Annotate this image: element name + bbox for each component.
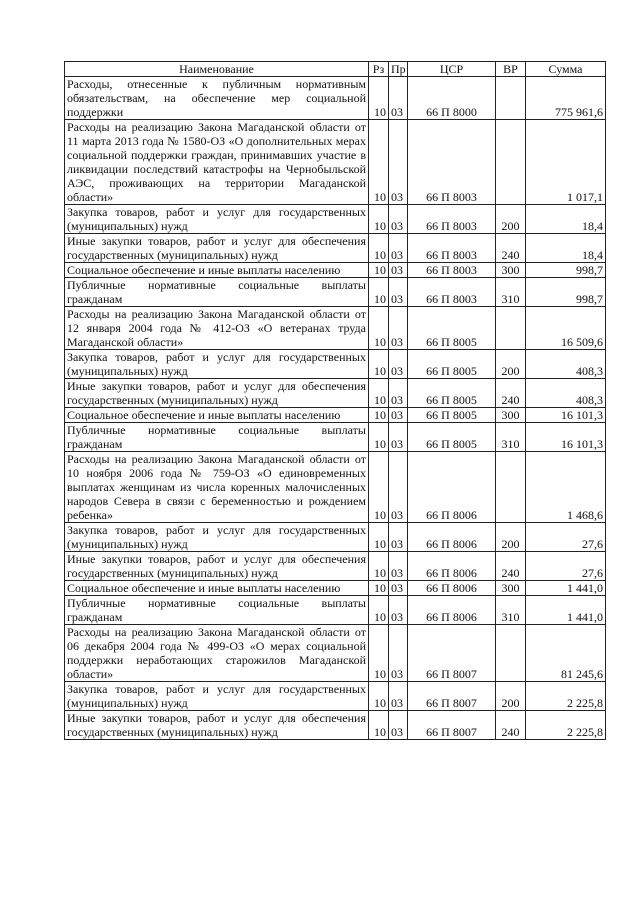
row-csr: 66 П 8007 bbox=[408, 711, 496, 740]
row-pr: 03 bbox=[389, 523, 408, 552]
row-name: Закупка товаров, работ и услуг для государственных (муниципальных) нужд bbox=[65, 523, 369, 552]
row-csr: 66 П 8005 bbox=[408, 408, 496, 423]
row-csr: 66 П 8003 bbox=[408, 205, 496, 234]
row-rz: 10 bbox=[369, 77, 389, 120]
header-pr: Пр bbox=[389, 62, 408, 77]
row-pr: 03 bbox=[389, 350, 408, 379]
row-csr: 66 П 8005 bbox=[408, 423, 496, 452]
row-name: Иные закупки товаров, работ и услуг для обеспечения государственных (муниципальных) нужд bbox=[65, 234, 369, 263]
row-name: Расходы, отнесенные к публичным нормативным обязательствам, на обеспечение мер социальной поддержки bbox=[65, 77, 369, 120]
row-vr bbox=[496, 625, 526, 682]
header-sum: Сумма bbox=[526, 62, 606, 77]
row-rz: 10 bbox=[369, 278, 389, 307]
row-rz: 10 bbox=[369, 307, 389, 350]
row-vr: 300 bbox=[496, 408, 526, 423]
row-pr: 03 bbox=[389, 263, 408, 278]
row-csr: 66 П 8005 bbox=[408, 379, 496, 408]
row-rz: 10 bbox=[369, 350, 389, 379]
row-csr: 66 П 8003 bbox=[408, 234, 496, 263]
header-vr: ВР bbox=[496, 62, 526, 77]
row-rz: 10 bbox=[369, 120, 389, 205]
row-vr: 200 bbox=[496, 523, 526, 552]
row-sum: 1 468,6 bbox=[526, 452, 606, 523]
row-name: Закупка товаров, работ и услуг для государственных (муниципальных) нужд bbox=[65, 682, 369, 711]
row-pr: 03 bbox=[389, 379, 408, 408]
row-csr: 66 П 8003 bbox=[408, 120, 496, 205]
row-vr: 310 bbox=[496, 596, 526, 625]
table-row bbox=[65, 379, 606, 408]
table-row bbox=[65, 523, 606, 552]
row-rz: 10 bbox=[369, 581, 389, 596]
row-sum: 1 017,1 bbox=[526, 120, 606, 205]
header-name: Наименование bbox=[65, 62, 369, 77]
row-pr: 03 bbox=[389, 552, 408, 581]
table-row bbox=[65, 278, 606, 307]
table-row bbox=[65, 307, 606, 350]
row-vr: 240 bbox=[496, 552, 526, 581]
row-sum: 16 509,6 bbox=[526, 307, 606, 350]
table-row bbox=[65, 682, 606, 711]
row-name: Расходы на реализацию Закона Магаданской области от 06 декабря 2004 года № 499-ОЗ «О мерах социальной поддержки неработающих старожилов Магаданской области» bbox=[65, 625, 369, 682]
row-vr: 240 bbox=[496, 234, 526, 263]
table-row bbox=[65, 77, 606, 120]
row-csr: 66 П 8003 bbox=[408, 278, 496, 307]
row-sum: 998,7 bbox=[526, 278, 606, 307]
row-name: Расходы на реализацию Закона Магаданской области от 12 января 2004 года № 412-ОЗ «О ветеранах труда Магаданской области» bbox=[65, 307, 369, 350]
row-csr: 66 П 8000 bbox=[408, 77, 496, 120]
table-row bbox=[65, 452, 606, 523]
row-rz: 10 bbox=[369, 682, 389, 711]
row-pr: 03 bbox=[389, 120, 408, 205]
row-rz: 10 bbox=[369, 263, 389, 278]
row-vr: 240 bbox=[496, 379, 526, 408]
row-rz: 10 bbox=[369, 552, 389, 581]
table-row bbox=[65, 423, 606, 452]
table-row bbox=[65, 263, 606, 278]
row-sum: 1 441,0 bbox=[526, 581, 606, 596]
row-name: Иные закупки товаров, работ и услуг для обеспечения государственных (муниципальных) нужд bbox=[65, 379, 369, 408]
row-csr: 66 П 8006 bbox=[408, 452, 496, 523]
row-pr: 03 bbox=[389, 423, 408, 452]
row-csr: 66 П 8007 bbox=[408, 625, 496, 682]
row-rz: 10 bbox=[369, 379, 389, 408]
row-vr: 300 bbox=[496, 581, 526, 596]
row-csr: 66 П 8005 bbox=[408, 350, 496, 379]
row-vr: 200 bbox=[496, 350, 526, 379]
row-rz: 10 bbox=[369, 596, 389, 625]
row-name: Социальное обеспечение и иные выплаты населению bbox=[65, 263, 369, 278]
table-row bbox=[65, 120, 606, 205]
budget-expenses-table bbox=[64, 61, 606, 740]
row-rz: 10 bbox=[369, 711, 389, 740]
row-csr: 66 П 8006 bbox=[408, 552, 496, 581]
table-row bbox=[65, 234, 606, 263]
row-rz: 10 bbox=[369, 523, 389, 552]
table-header bbox=[65, 62, 606, 77]
row-sum: 2 225,8 bbox=[526, 682, 606, 711]
row-rz: 10 bbox=[369, 205, 389, 234]
row-sum: 408,3 bbox=[526, 379, 606, 408]
row-name: Публичные нормативные социальные выплаты гражданам bbox=[65, 278, 369, 307]
row-name: Расходы на реализацию Закона Магаданской области от 10 ноября 2006 года № 759-ОЗ «О единовременных выплатах женщинам из числа коренных малочисленных народов Севера в связи с беременностью и рождением ребенка» bbox=[65, 452, 369, 523]
row-name: Расходы на реализацию Закона Магаданской области от 11 марта 2013 года № 1580-ОЗ «О дополнительных мерах социальной поддержки граждан, принимавших участие в ликвидации последствий катастрофы на Чернобыльской АЭС, проживающих на территории Магаданской области» bbox=[65, 120, 369, 205]
row-name: Публичные нормативные социальные выплаты гражданам bbox=[65, 596, 369, 625]
row-pr: 03 bbox=[389, 278, 408, 307]
row-sum: 408,3 bbox=[526, 350, 606, 379]
row-pr: 03 bbox=[389, 234, 408, 263]
row-pr: 03 bbox=[389, 307, 408, 350]
table-row bbox=[65, 408, 606, 423]
row-vr: 240 bbox=[496, 711, 526, 740]
row-rz: 10 bbox=[369, 452, 389, 523]
row-sum: 16 101,3 bbox=[526, 423, 606, 452]
row-name: Иные закупки товаров, работ и услуг для обеспечения государственных (муниципальных) нужд bbox=[65, 711, 369, 740]
row-sum: 81 245,6 bbox=[526, 625, 606, 682]
row-vr: 310 bbox=[496, 278, 526, 307]
table-body bbox=[65, 77, 606, 740]
row-csr: 66 П 8003 bbox=[408, 263, 496, 278]
row-sum: 1 441,0 bbox=[526, 596, 606, 625]
row-sum: 18,4 bbox=[526, 205, 606, 234]
row-csr: 66 П 8006 bbox=[408, 581, 496, 596]
row-vr: 310 bbox=[496, 423, 526, 452]
row-sum: 27,6 bbox=[526, 552, 606, 581]
row-pr: 03 bbox=[389, 596, 408, 625]
row-name: Закупка товаров, работ и услуг для государственных (муниципальных) нужд bbox=[65, 350, 369, 379]
row-sum: 775 961,6 bbox=[526, 77, 606, 120]
header-csr: ЦСР bbox=[408, 62, 496, 77]
table-row bbox=[65, 581, 606, 596]
row-rz: 10 bbox=[369, 423, 389, 452]
row-sum: 27,6 bbox=[526, 523, 606, 552]
row-pr: 03 bbox=[389, 408, 408, 423]
row-vr: 300 bbox=[496, 263, 526, 278]
table-row bbox=[65, 625, 606, 682]
table-row bbox=[65, 711, 606, 740]
row-sum: 18,4 bbox=[526, 234, 606, 263]
row-pr: 03 bbox=[389, 682, 408, 711]
row-name: Иные закупки товаров, работ и услуг для обеспечения государственных (муниципальных) нужд bbox=[65, 552, 369, 581]
row-pr: 03 bbox=[389, 77, 408, 120]
header-rz: Рз bbox=[369, 62, 389, 77]
row-pr: 03 bbox=[389, 205, 408, 234]
row-rz: 10 bbox=[369, 234, 389, 263]
table-row bbox=[65, 552, 606, 581]
row-vr: 200 bbox=[496, 205, 526, 234]
row-pr: 03 bbox=[389, 581, 408, 596]
row-name: Публичные нормативные социальные выплаты гражданам bbox=[65, 423, 369, 452]
row-csr: 66 П 8006 bbox=[408, 596, 496, 625]
row-vr bbox=[496, 307, 526, 350]
row-csr: 66 П 8006 bbox=[408, 523, 496, 552]
row-csr: 66 П 8007 bbox=[408, 682, 496, 711]
row-vr bbox=[496, 120, 526, 205]
row-pr: 03 bbox=[389, 625, 408, 682]
row-sum: 998,7 bbox=[526, 263, 606, 278]
row-vr bbox=[496, 77, 526, 120]
row-pr: 03 bbox=[389, 711, 408, 740]
row-sum: 16 101,3 bbox=[526, 408, 606, 423]
row-csr: 66 П 8005 bbox=[408, 307, 496, 350]
row-vr: 200 bbox=[496, 682, 526, 711]
row-name: Закупка товаров, работ и услуг для государственных (муниципальных) нужд bbox=[65, 205, 369, 234]
table-row bbox=[65, 596, 606, 625]
row-sum: 2 225,8 bbox=[526, 711, 606, 740]
table-row bbox=[65, 205, 606, 234]
table-row bbox=[65, 350, 606, 379]
row-name: Социальное обеспечение и иные выплаты населению bbox=[65, 581, 369, 596]
row-pr: 03 bbox=[389, 452, 408, 523]
row-name: Социальное обеспечение и иные выплаты населению bbox=[65, 408, 369, 423]
row-rz: 10 bbox=[369, 408, 389, 423]
row-rz: 10 bbox=[369, 625, 389, 682]
row-vr bbox=[496, 452, 526, 523]
header-row bbox=[65, 62, 606, 77]
